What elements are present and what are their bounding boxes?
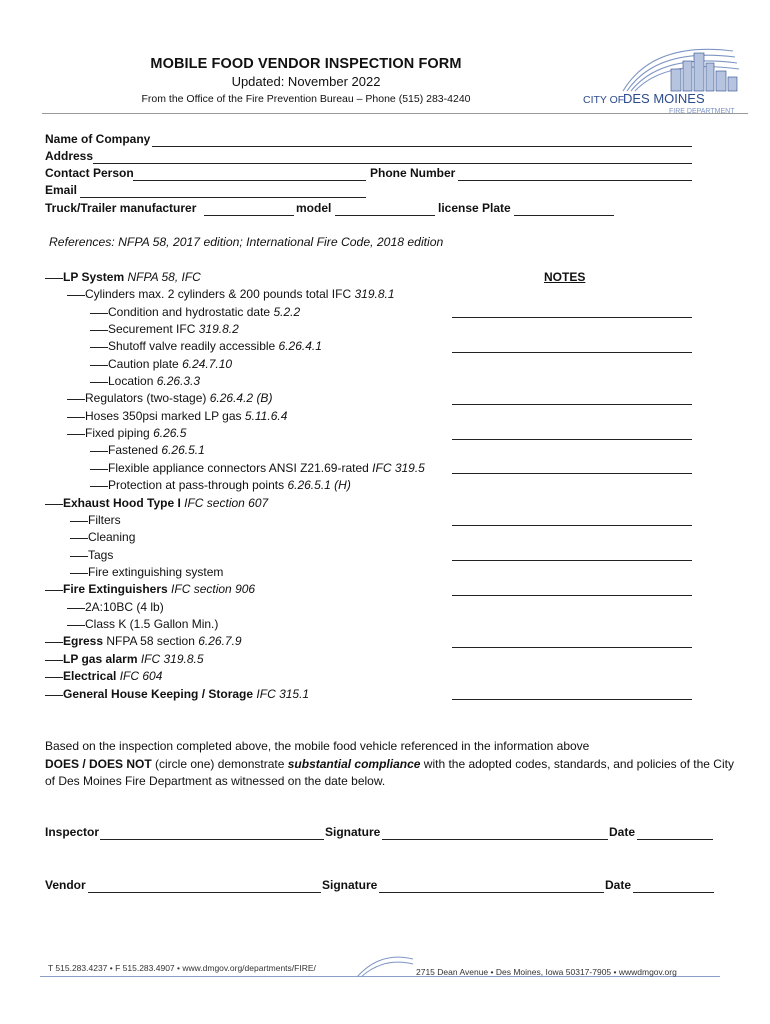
logo-city: CITY OF (583, 94, 625, 106)
check-line[interactable] (45, 660, 63, 661)
field-email-line[interactable] (80, 197, 366, 198)
header-divider (42, 113, 748, 114)
notes-line[interactable] (452, 317, 692, 318)
checklist-item-fixed-piping: Fixed piping 6.26.5 (67, 426, 186, 440)
check-line[interactable] (70, 556, 88, 557)
check-line[interactable] (45, 504, 63, 505)
does-does-not-choice[interactable]: DOES / DOES NOT (45, 756, 152, 771)
field-email-label: Email (45, 183, 78, 197)
check-line[interactable] (45, 695, 63, 696)
checklist-item-shutoff: Shutoff valve readily accessible 6.26.4.1 (90, 339, 322, 353)
city-logo (583, 43, 745, 115)
vendor-date-label: Date (605, 878, 632, 892)
check-line[interactable] (90, 330, 108, 331)
vendor-label: Vendor (45, 878, 86, 892)
inspector-label: Inspector (45, 825, 100, 839)
field-company-label: Name of Company (45, 132, 151, 146)
inspector-date-label: Date (609, 825, 636, 839)
notes-line[interactable] (452, 439, 692, 440)
checklist-item-regulators: Regulators (two-stage) 6.26.4.2 (B) (67, 391, 272, 405)
inspector-signature-line[interactable] (382, 839, 608, 840)
vendor-signature-line[interactable] (379, 892, 604, 893)
compliance-statement: Based on the inspection completed above, the mobile food vehicle referenced in the information above DOES / DOES NOT (circle one) demonstrate substantial compliance with the adopted codes, standards, and policies of the City of Des Moines Fire Department as witnessed on the date below. (45, 739, 734, 788)
references: References: NFPA 58, 2017 edition; International Fire Code, 2018 edition (49, 235, 444, 249)
checklist-item-fastened: Fastened 6.26.5.1 (90, 443, 205, 457)
checklist-item-location: Location 6.26.3.3 (90, 374, 200, 388)
check-line[interactable] (67, 399, 85, 400)
checklist-item-tags: Tags (70, 548, 113, 562)
field-address-line[interactable] (93, 163, 692, 164)
check-line[interactable] (90, 347, 108, 348)
notes-line[interactable] (452, 647, 692, 648)
checklist-item-housekeeping: General House Keeping / Storage IFC 315.1 (45, 687, 309, 701)
checklist-item-lp-system: LP System NFPA 58, IFC (45, 270, 201, 284)
inspector-signature-label: Signature (325, 825, 381, 839)
notes-heading: NOTES (544, 270, 586, 284)
checklist-item-lp-gas-alarm: LP gas alarm IFC 319.8.5 (45, 652, 204, 666)
logo-name: DES MOINES (623, 91, 705, 106)
check-line[interactable] (70, 573, 88, 574)
notes-line[interactable] (452, 560, 692, 561)
check-line[interactable] (90, 451, 108, 452)
checklist-item-egress: Egress NFPA 58 section 6.26.7.9 (45, 634, 242, 648)
field-company-line[interactable] (152, 146, 692, 147)
footer-contact: T 515.283.4237 • F 515.283.4907 • www.dmgov.org/departments/FIRE/ (48, 963, 316, 973)
notes-line[interactable] (452, 404, 692, 405)
field-phone-line[interactable] (458, 180, 692, 181)
notes-line[interactable] (452, 352, 692, 353)
check-line[interactable] (67, 625, 85, 626)
check-line[interactable] (90, 486, 108, 487)
checklist-item-flexible-connectors: Flexible appliance connectors ANSI Z21.69-rated IFC 319.5 (90, 461, 425, 475)
form-title: MOBILE FOOD VENDOR INSPECTION FORM (150, 56, 462, 72)
check-line[interactable] (67, 417, 85, 418)
check-line[interactable] (45, 677, 63, 678)
checklist-item-class-k: Class K (1.5 Gallon Min.) (67, 617, 218, 631)
checklist-item-cleaning: Cleaning (70, 530, 135, 544)
checklist-item-exhaust-hood: Exhaust Hood Type I IFC section 607 (45, 496, 268, 510)
vendor-date-line[interactable] (633, 892, 714, 893)
field-model-line[interactable] (335, 215, 435, 216)
checklist-item-hoses: Hoses 350psi marked LP gas 5.11.6.4 (67, 409, 287, 423)
checklist-item-protection: Protection at pass-through points 6.26.5.1 (H) (90, 478, 351, 492)
check-line[interactable] (90, 469, 108, 470)
checklist-item-fire-extinguishers: Fire Extinguishers IFC section 906 (45, 582, 255, 596)
check-line[interactable] (70, 538, 88, 539)
check-line[interactable] (67, 295, 85, 296)
check-line[interactable] (45, 642, 63, 643)
vendor-line[interactable] (88, 892, 321, 893)
check-line[interactable] (67, 608, 85, 609)
check-line[interactable] (90, 382, 108, 383)
field-manufacturer-label: Truck/Trailer manufacturer (45, 201, 197, 215)
notes-line[interactable] (452, 699, 692, 700)
checklist-item-fire-ext-system: Fire extinguishing system (70, 565, 223, 579)
inspector-line[interactable] (100, 839, 324, 840)
footer-address: 2715 Dean Avenue • Des Moines, Iowa 50317-7905 • wwwdmgov.org (416, 967, 677, 977)
checklist-item-filters: Filters (70, 513, 121, 527)
checklist-item-electrical: Electrical IFC 604 (45, 669, 162, 683)
notes-line[interactable] (452, 473, 692, 474)
field-model-label: model (296, 201, 332, 215)
checklist-item-caution-plate: Caution plate 6.24.7.10 (90, 357, 232, 371)
field-contact-line[interactable] (133, 180, 366, 181)
checklist-item-securement: Securement IFC 319.8.2 (90, 322, 239, 336)
notes-line[interactable] (452, 595, 692, 596)
field-plate-label: license Plate (438, 201, 511, 215)
field-plate-line[interactable] (514, 215, 614, 216)
notes-line[interactable] (452, 525, 692, 526)
updated-date: Updated: November 2022 (231, 74, 381, 89)
check-line[interactable] (90, 313, 108, 314)
check-line[interactable] (70, 521, 88, 522)
field-contact-label: Contact Person (45, 166, 134, 180)
checklist-item-2a10bc: 2A:10BC (4 lb) (67, 600, 164, 614)
check-line[interactable] (67, 434, 85, 435)
vendor-signature-label: Signature (322, 878, 378, 892)
checklist-item-cylinders: Cylinders max. 2 cylinders & 200 pounds total IFC 319.8.1 (67, 287, 395, 301)
logo-dept: FIRE DEPARTMENT (669, 108, 735, 115)
check-line[interactable] (90, 365, 108, 366)
from-line: From the Office of the Fire Prevention Bureau – Phone (515) 283-4240 (141, 93, 471, 105)
field-address-label: Address (45, 149, 94, 163)
inspector-date-line[interactable] (637, 839, 713, 840)
field-manufacturer-line[interactable] (204, 215, 294, 216)
field-phone-label: Phone Number (370, 166, 456, 180)
checklist-item-condition: Condition and hydrostatic date 5.2.2 (90, 305, 300, 319)
check-line[interactable] (45, 278, 63, 279)
check-line[interactable] (45, 590, 63, 591)
